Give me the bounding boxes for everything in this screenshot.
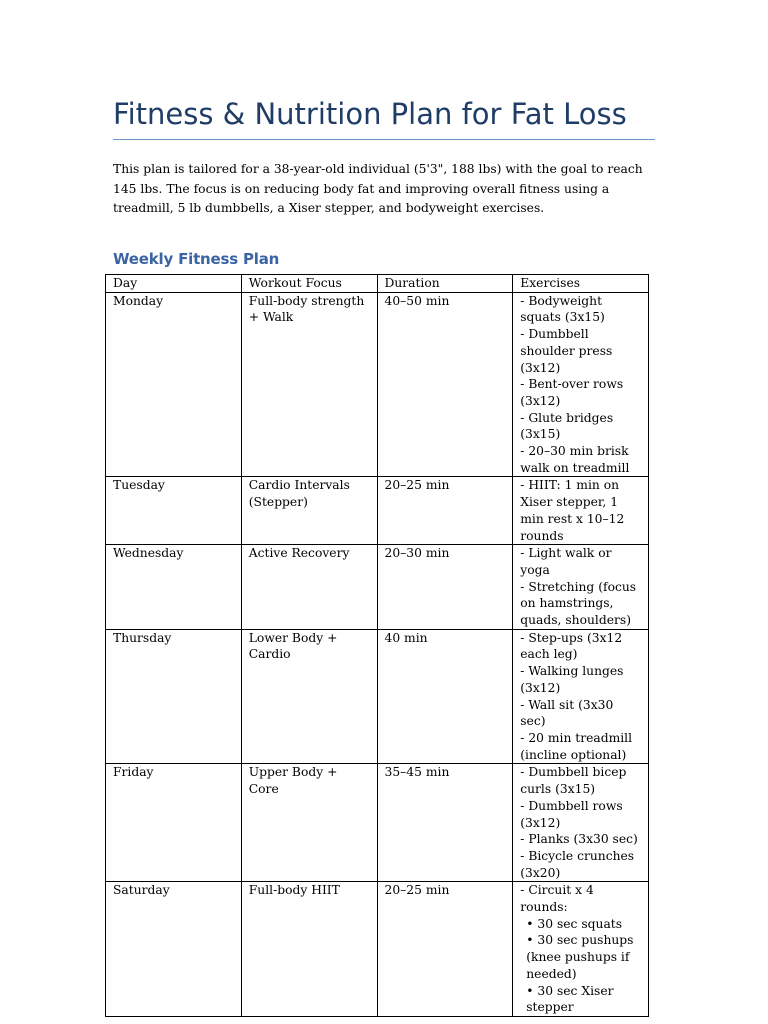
duration-cell: 20–30 min [377,545,513,630]
exercises-cell [513,629,649,764]
table-row [106,764,649,882]
exercise-item: • 30 sec pushups (knee pushups if needed) [526,933,634,981]
duration-cell: 40 min [377,629,513,764]
table-row [106,629,649,764]
title-divider [113,139,655,140]
exercise-item: - Dumbbell rows (3x12) [520,798,623,830]
exercise-item: - Bicycle crunches (3x20) [520,848,635,880]
workout-focus-cell: Full-body strength + Walk [241,292,377,477]
document-title: Fitness & Nutrition Plan for Fat Loss [113,97,627,131]
intro-paragraph: This plan is tailored for a 38-year-old individual (5'3", 188 lbs) with the goal to reach 145 lbs. The focus is on reducing body fat and improving overall fitness using a treadmill, 5 lb dumbbells, a Xiser stepper, and bodyweight exercises. [113,162,643,215]
exercise-item: - Circuit x 4 rounds: [520,883,594,915]
day-cell: Thursday [106,629,242,764]
day-cell: Wednesday [106,545,242,630]
exercise-item: - Bodyweight squats (3x15) [520,293,605,325]
exercise-item: - HIIT: 1 min on Xiser stepper, 1 min rest x 10–12 rounds [520,478,625,543]
column-header-duration: Duration [377,275,513,293]
exercise-item: - Light walk or yoga [520,546,612,577]
table-header-row [106,275,649,293]
workout-focus-cell: Upper Body + Core [241,764,377,882]
column-header-day: Day [106,275,242,293]
weekly-plan-table [105,274,649,1017]
day-cell: Tuesday [106,477,242,545]
day-cell: Saturday [106,882,242,1017]
column-header-workout-focus: Workout Focus [241,275,377,293]
exercise-item: - Walking lunges (3x12) [520,664,624,695]
duration-cell: 40–50 min [377,292,513,477]
workout-focus-cell: Active Recovery [241,545,377,630]
exercises-cell [513,292,649,477]
exercises-cell [513,764,649,882]
table-row [106,477,649,545]
day-cell: Monday [106,292,242,477]
exercises-cell [513,882,649,1017]
column-header-exercises: Exercises [513,275,649,293]
exercise-item: - Glute bridges (3x15) [520,410,614,442]
exercise-item: - 20–30 min brisk walk on treadmill [520,444,630,475]
exercise-item: - Step-ups (3x12 each leg) [520,630,623,662]
table-row [106,545,649,630]
exercise-item: - Dumbbell bicep curls (3x15) [520,765,627,797]
exercise-item: - Dumbbell shoulder press (3x12) [520,327,613,375]
workout-focus-cell: Lower Body + Cardio [241,629,377,764]
exercises-cell [513,477,649,545]
exercises-cell [513,545,649,630]
duration-cell: 20–25 min [377,882,513,1017]
workout-focus-cell: Cardio Intervals (Stepper) [241,477,377,545]
table-row [106,292,649,477]
exercise-item: - 20 min treadmill (incline optional) [520,730,633,762]
exercise-item: • 30 sec squats [526,916,623,931]
table-body [106,292,649,1016]
exercise-item: - Bent-over rows (3x12) [520,377,624,408]
exercise-item: • 30 sec Xiser stepper [526,983,614,1015]
exercise-item: - Planks (3x30 sec) [520,832,638,847]
duration-cell: 20–25 min [377,477,513,545]
table-row [106,882,649,1017]
exercise-item: - Stretching (focus on hamstrings, quads, shoulders) [520,579,637,628]
weekly-plan-heading: Weekly Fitness Plan [113,250,280,268]
duration-cell: 35–45 min [377,764,513,882]
exercise-item: - Wall sit (3x30 sec) [520,697,614,729]
workout-focus-cell: Full-body HIIT [241,882,377,1017]
day-cell: Friday [106,764,242,882]
